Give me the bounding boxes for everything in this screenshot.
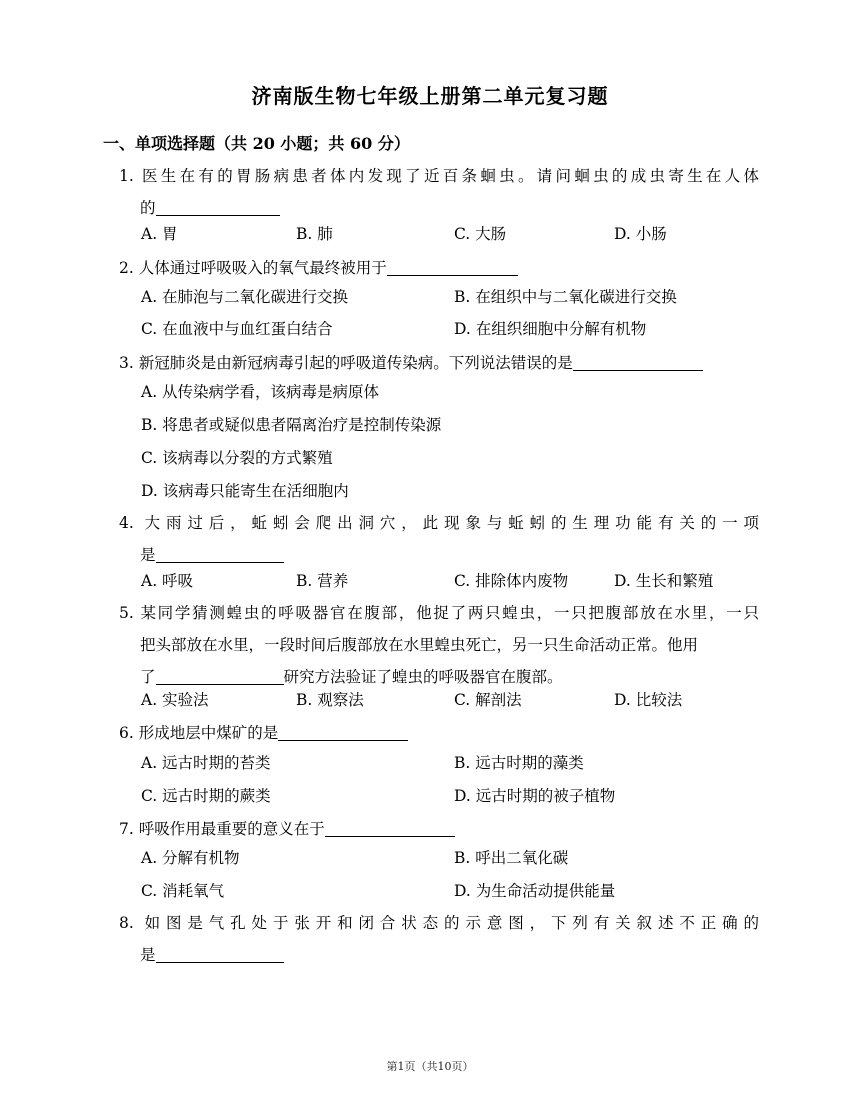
question-6 (119, 717, 759, 749)
question-text-continued: 的 (119, 192, 759, 224)
question-3 (119, 347, 759, 379)
option-c: C. 解剖法 (454, 691, 522, 709)
option-c: C. 在血液中与血红蛋白结合 (141, 320, 333, 338)
question-text: 8. 如图是气孔处于张开和闭合状态的示意图，下列有关叙述不正确的 (119, 914, 759, 932)
question-text: 3. 新冠肺炎是由新冠病毒引起的呼吸道传染病。下列说法错误的是 (119, 347, 759, 379)
option-b: B. 呼出二氧化碳 (454, 849, 569, 867)
option-b: B. 在组织中与二氧化碳进行交换 (454, 288, 677, 306)
option-b: B. 观察法 (296, 691, 364, 709)
option-d: D. 在组织细胞中分解有机物 (454, 320, 647, 338)
question-1 (119, 160, 759, 224)
question-text: 7. 呼吸作用最重要的意义在于 (119, 813, 759, 845)
question-text: 2. 人体通过呼吸吸入的氧气最终被用于 (119, 252, 759, 284)
option-a: A. 在肺泡与二氧化碳进行交换 (141, 288, 349, 306)
question-text-continued: 是 (119, 939, 759, 971)
section-heading: 一、单项选择题（共 20 小题；共 60 分） (103, 134, 410, 153)
option-a: A. 远古时期的苔类 (141, 754, 271, 772)
question-7 (119, 813, 759, 845)
option-b: B. 营养 (296, 572, 349, 590)
answer-blank (156, 942, 284, 963)
option-d: D. 该病毒只能寄生在活细胞内 (141, 482, 349, 500)
option-a: A. 分解有机物 (141, 849, 240, 867)
question-text: 1. 医生在有的胃肠病患者体内发现了近百条蛔虫。请问蛔虫的成虫寄生在人体 (119, 167, 759, 185)
question-5 (119, 597, 759, 693)
question-4 (119, 507, 759, 571)
option-a: A. 实验法 (141, 691, 209, 709)
option-c: C. 该病毒以分裂的方式繁殖 (141, 449, 333, 467)
option-b: B. 将患者或疑似患者隔离治疗是控制传染源 (141, 416, 442, 434)
page-title: 济南版生物七年级上册第二单元复习题 (251, 84, 609, 108)
answer-blank (573, 350, 703, 371)
question-text-continued: 了 研究方法验证了蝗虫的呼吸器官在腹部。 (119, 661, 759, 693)
option-a: A. 呼吸 (141, 572, 194, 590)
question-2 (119, 252, 759, 284)
answer-blank (278, 720, 408, 741)
answer-blank (156, 664, 284, 685)
option-a: A. 从传染病学看，该病毒是病原体 (141, 383, 380, 401)
option-d: D. 远古时期的被子植物 (454, 787, 616, 805)
question-text-continued: 是 (119, 539, 759, 571)
question-text: 5. 某同学猜测蝗虫的呼吸器官在腹部，他捉了两只蝗虫，一只把腹部放在水里，一只 (119, 604, 759, 622)
option-d: D. 小肠 (614, 225, 667, 243)
answer-blank (156, 542, 284, 563)
option-b: B. 肺 (296, 225, 333, 243)
option-c: C. 远古时期的蕨类 (141, 787, 271, 805)
answer-blank (325, 816, 455, 837)
option-c: C. 大肠 (454, 225, 507, 243)
question-8 (119, 907, 759, 971)
answer-blank (156, 195, 280, 216)
answer-blank (387, 255, 518, 276)
option-d: D. 比较法 (614, 691, 683, 709)
option-d: D. 生长和繁殖 (614, 572, 714, 590)
question-text: 4. 大雨过后，蚯蚓会爬出洞穴，此现象与蚯蚓的生理功能有关的一项 (119, 514, 759, 532)
option-d: D. 为生命活动提供能量 (454, 882, 616, 900)
option-c: C. 排除体内废物 (454, 572, 569, 590)
option-a: A. 胃 (141, 225, 178, 243)
option-c: C. 消耗氧气 (141, 882, 225, 900)
question-text-continued: 把头部放在水里，一段时间后腹部放在水里蝗虫死亡，另一只生命活动正常。他用 (140, 636, 699, 654)
option-b: B. 远古时期的藻类 (454, 754, 584, 772)
question-text: 6. 形成地层中煤矿的是 (119, 717, 759, 749)
page-footer: 第1页（共10页） (386, 1060, 474, 1073)
